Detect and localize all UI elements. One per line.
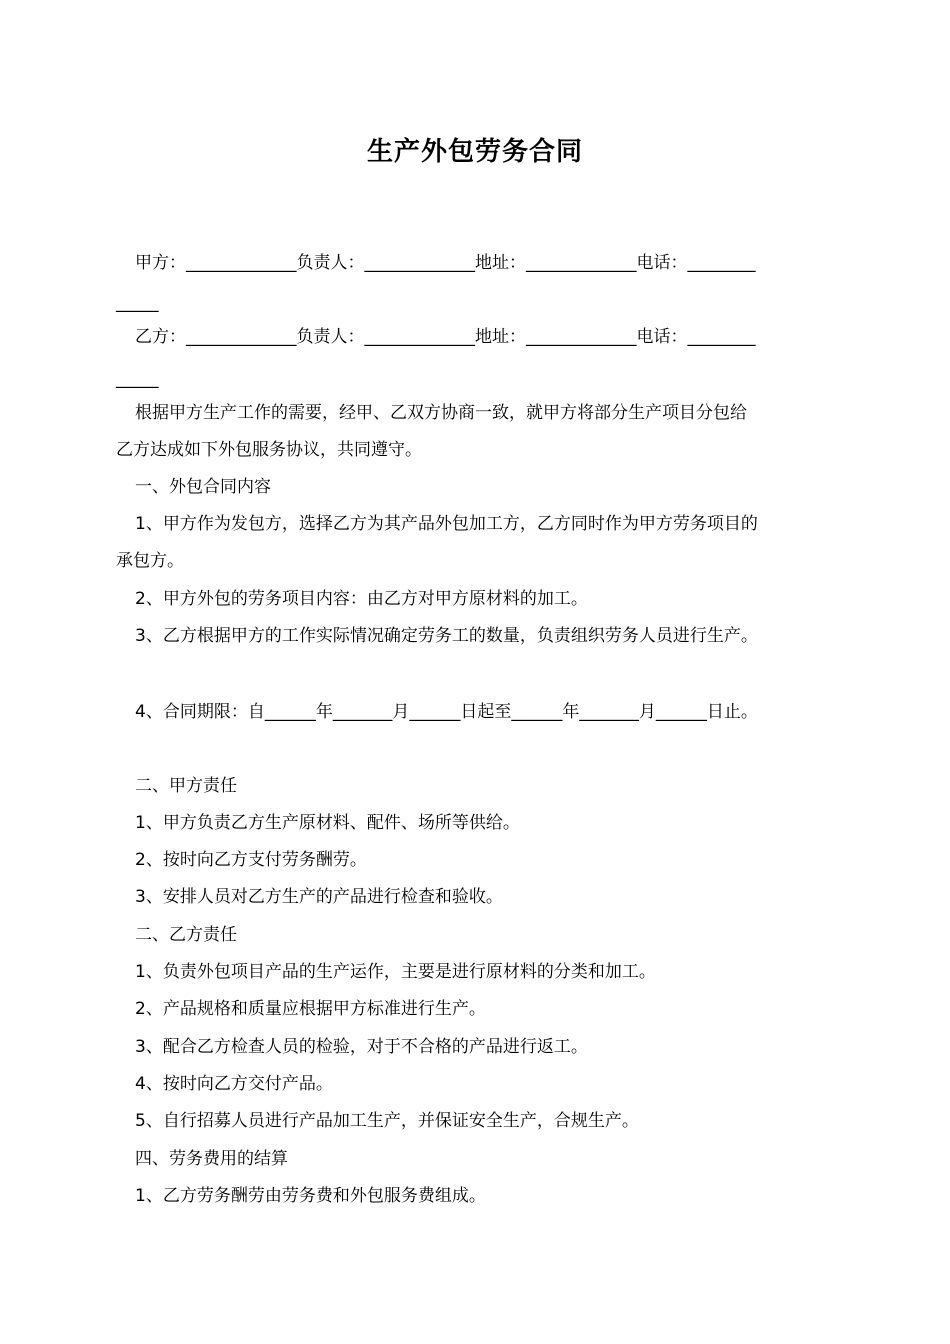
clause-4-1: 1、乙方劳务酬劳由劳务费和外包服务费组成。 [135,1186,486,1206]
clause-3-4: 4、按时向乙方交付产品。 [135,1074,333,1094]
clause-2-3: 3、安排人员对乙方生产的产品进行检查和验收。 [135,887,503,907]
clause-1-1: 1、甲方作为发包方，选择乙方为其产品外包加工方，乙方同时作为甲方劳务项目的 [135,514,758,534]
section-heading-1: 一、外包合同内容 [135,477,271,497]
clause-1-2: 2、甲方外包的劳务项目内容：由乙方对甲方原材料的加工。 [135,589,588,609]
party-a-line-continued: _____ [116,293,159,313]
party-b-line: 乙方：_____________负责人：_____________地址：_____________电话：________ [135,327,756,347]
clause-3-2: 2、产品规格和质量应根据甲方标准进行生产。 [135,999,486,1019]
clause-2-1: 1、甲方负责乙方生产原材料、配件、场所等供给。 [135,813,520,833]
preamble-line-2: 乙方达成如下外包服务协议，共同遵守。 [116,440,422,460]
party-a-line: 甲方：_____________负责人：_____________地址：_____________电话：________ [135,253,756,273]
clause-1-4: 4、合同期限：自______年_______月______日起至______年_______月______日止。 [135,702,758,722]
preamble-line-1: 根据甲方生产工作的需要，经甲、乙双方协商一致，就甲方将部分生产项目分包给 [135,403,747,423]
section-heading-2: 二、甲方责任 [135,776,237,796]
clause-1-3: 3、乙方根据甲方的工作实际情况确定劳务工的数量，负责组织劳务人员进行生产。 [135,626,758,646]
section-heading-4: 四、劳务费用的结算 [135,1149,288,1169]
clause-3-5: 5、自行招募人员进行产品加工生产，并保证安全生产，合规生产。 [135,1111,639,1131]
clause-3-3: 3、配合乙方检查人员的检验，对于不合格的产品进行返工。 [135,1037,588,1057]
clause-3-1: 1、负责外包项目产品的生产运作，主要是进行原材料的分类和加工。 [135,962,656,982]
clause-2-2: 2、按时向乙方支付劳务酬劳。 [135,850,367,870]
party-b-line-continued: _____ [116,369,159,389]
document-title: 生产外包劳务合同 [366,137,583,167]
clause-1-1-continued: 承包方。 [116,551,184,571]
section-heading-3: 二、乙方责任 [135,925,237,945]
